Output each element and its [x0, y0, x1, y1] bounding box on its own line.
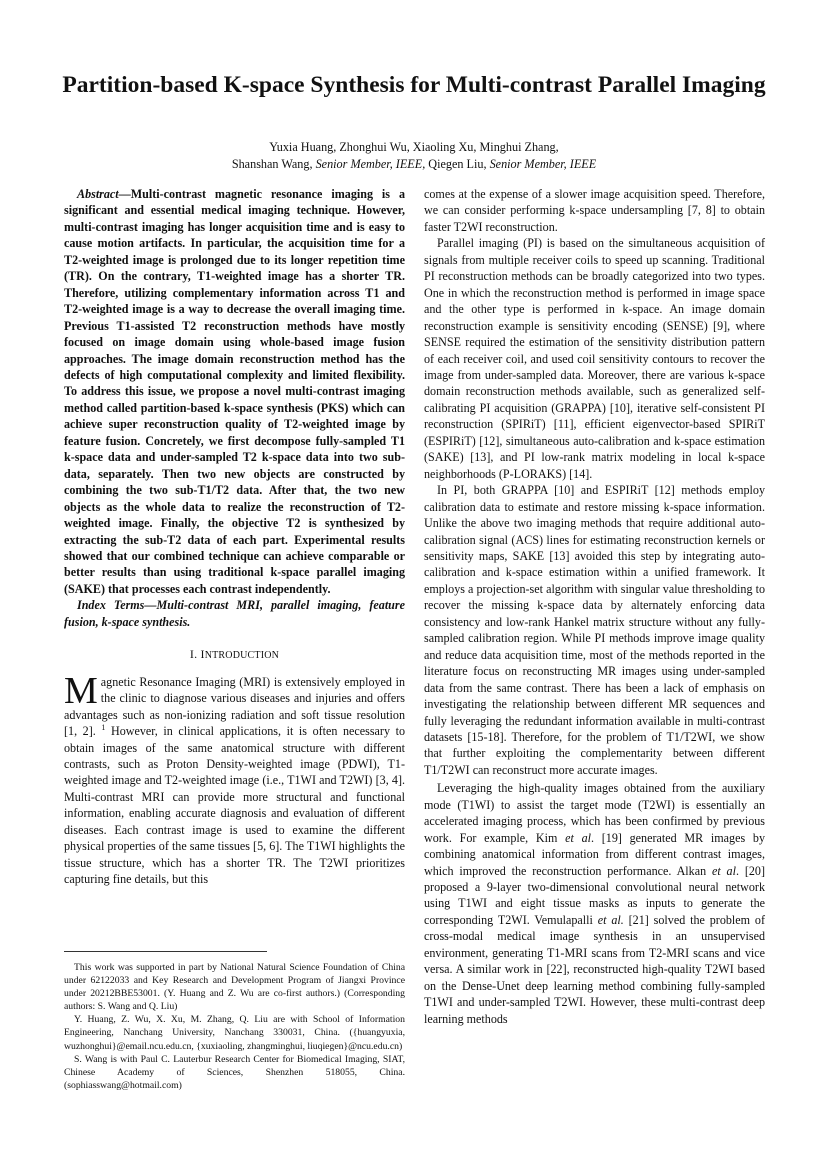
- left-column: [64, 186, 405, 888]
- intro-p5-d: [21] solved the problem of cross-modal medical image synthesis in an unsupervised environment, generating T1-MRI scans from T2-MRI scans and vice versa. A similar work in [22], reconstructed high-quality T2WI based on the Dense-Unet deep learning method combining fully-sampled T1WI and under-sampled T2WI. However, these multi-contrast deep learning methods: [424, 912, 766, 1026]
- section-numeral: I.: [189, 647, 201, 662]
- intro-paragraph-5: [424, 780, 765, 1027]
- intro-p5-etal-1: et al: [565, 830, 591, 845]
- footnote-funding: This work was supported in part by National Natural Science Foundation of China under 62122033 and Key Research and Development Program of Jiangxi Province under 20212BBE53001. (Y. Huang and Z. Wu are co-first authors.) (Corresponding authors: S. Wang and Q. Liu): [64, 962, 405, 1013]
- intro-paragraph-2: comes at the expense of a slower image acquisition speed. Therefore, we can consider performing k-space undersampling [7, 8] to obtain faster T2WI reconstruction.: [424, 187, 765, 234]
- drop-cap: M: [64, 669, 98, 712]
- footnotes: [64, 961, 405, 1092]
- paper-title: Partition-based K-space Synthesis for Multi-contrast Parallel Imaging: [62, 72, 766, 98]
- author-list: [60, 139, 768, 173]
- section-title-rest: NTRODUCTION: [204, 650, 280, 662]
- intro-p5-etal-3: et al.: [597, 912, 624, 927]
- author-wang: Shanshan Wang,: [231, 157, 316, 171]
- intro-p1-a: agnetic Resonance Imaging (MRI) is extensively employed in the clinic to diagnose various diseases and injuries and offers advantages such as non-ionizing radiation and soft tissue resolution [1, 2].: [64, 674, 405, 739]
- authors-line-2: [60, 156, 768, 173]
- intro-p5-c: . [20] proposed a 9-layer two-dimensional convolutional neural network using T1WI and eight tissue masks as inputs to generate the corresponding T2WI. Vemulapalli: [424, 863, 765, 927]
- right-column: [424, 186, 765, 1027]
- section-title-first: I: [200, 647, 205, 662]
- intro-p5-b: . [19] generated MR images by combining anatomical information from different contrast images, which improved the reconstruction performance. Alkan: [424, 830, 765, 878]
- intro-p5-a: Leveraging the high-quality images obtained from the auxiliary mode (T1WI) to assist the target mode (T2WI) is essentially an accelerated imaging process, which has been confirmed by previous work. For example, Kim: [424, 781, 765, 845]
- footnote-affiliation-ncu: Y. Huang, Z. Wu, X. Xu, M. Zhang, Q. Liu are with School of Information Engineering, Nanchang University, Nanchang 330031, China. ({huangyuxia, wuzhonghui}@email.ncu.edu.cn, {xuxiaoling, zhangminghui, liuqiegen}@ncu.edu.cn): [64, 1014, 405, 1052]
- author-wang-title: Senior Member, IEEE,: [315, 157, 426, 171]
- intro-paragraph-1: [64, 669, 405, 888]
- footnote-affiliation-siat: S. Wang is with Paul C. Lauterbur Research Center for Biomedical Imaging, SIAT, Chinese Academy of Sciences, Shenzhen 518055, China. (sophiasswang@hotmail.com): [64, 1053, 405, 1091]
- intro-paragraph-3: Parallel imaging (PI) is based on the simultaneous acquisition of signals from multiple receiver coils to speed up scanning. Traditional PI reconstruction methods can be broadly categorized into two types. One in which the reconstruction method is performed in image space and the other type is performed in k-space. An image domain reconstruction example is sensitivity encoding (SENSE) [9], where SENSE required the estimation of the sensitivity distribution pattern of each receiver coil, and used coil sensitivity contours to recover the image from under-sampled data. Moreover, there are various k-space domain reconstruction methods available, such as generalized self-calibrating PI acquisition (GRAPPA) [10], iterative self-consistent PI reconstruction (SPIRiT) [11], efficient eigenvector-based SPIRiT (ESPIRiT) [12], simultaneous auto-calibration and k-space estimation (SAKE) [13], and PI low-rank matrix modeling in local k-space neighborhoods (P-LORAKS) [14].: [424, 236, 765, 481]
- abstract-text: —Multi-contrast magnetic resonance imaging is a significant and essential medical imaging technique. However, multi-contrast imaging has longer acquisition time and is easy to cause motion artifacts. In particular, the acquisition time for a T2-weighted image is prolonged due to its longer repetition time (TR). On the contrary, T1-weighted image has a shorter TR. Therefore, utilizing complementary information across T1 and T2-weighted image is a way to decrease the overall imaging time. Previous T1-assisted T2 reconstruction methods have mostly focused on image domain using whole-based image fusion approaches. The image domain reconstruction method has the defects of high computational complexity and limited flexibility. To address this issue, we propose a novel multi-contrast imaging method called partition-based k-space synthesis (PKS) which can achieve super reconstruction quality of T2-weighted image by feature fusion. Concretely, we first decompose fully-sampled T1 k-space data and under-sampled T2 k-space data into two sub-data, separately. Then two new objects are constructed by combining the two sub-T1/T2 data. After that, the two new objects as the whole data to realize the reconstruction of T2-weighted image. Finally, the objective T2 is synthesized by extracting the sub-T2 data of each part. Experimental results showed that our combined technique can achieve comparable or better results than using traditional k-space parallel imaging (SAKE) that processes each contrast independently.: [64, 187, 405, 596]
- intro-p1-b: However, in clinical applications, it is often necessary to obtain images of the same anatomical structure with different contrasts, such as Proton Density-weighted image (PDWI), T1-weighted image and T2-weighted image (i.e., T1WI and T2WI) [3, 4]. Multi-contrast MRI can provide more structural and functional information, enabling accurate diagnosis and evaluation of different diseases. Each contrast image is used to examine the different physical properties of the same tissues [5, 6]. The T1WI highlights the tissue structure, which has a shorter TR. The T2WI prioritizes capturing fine details, but this: [64, 724, 405, 887]
- authors-line-1: Yuxia Huang, Zhonghui Wu, Xiaoling Xu, Minghui Zhang,: [269, 140, 559, 154]
- intro-p5-etal-2: et al: [711, 863, 736, 878]
- abstract: [64, 186, 405, 597]
- intro-paragraph-4: In PI, both GRAPPA [10] and ESPIRiT [12] methods employ calibration data to estimate and restore missing k-space information. Unlike the above two imaging methods that require additional auto-calibration signal (ACS) lines for estimating reconstruction kernels or sensitivity maps, SAKE [13] avoided this step by integrating auto-calibration and k-space estimation within a unified framework. It employs a projection-set algorithm with singular value thresholding to recover the missing k-space data by alternately enforcing data consistency and low-rank Hankel matrix structure without any fully-sampled calibration region. While PI methods improve image quality and reduce data acquisition time, most of the methods reported in the literature focus on reconstructing MR images using under-sampled data from the same contrast. There has been a lack of emphasis on investigating the relationship between different MR sequences and fully leveraging the redundant information available in multi-contrast datasets [15-18]. Therefore, for the problem of T1/T2WI, we show that further exploiting the complementarity between different T1/T2WI can reconstruct more accurate images.: [424, 483, 765, 777]
- footnote-rule: [64, 951, 267, 952]
- abstract-lead: Abstract: [77, 187, 119, 201]
- section-heading-introduction: [64, 646, 405, 664]
- author-liu-title: Senior Member, IEEE: [489, 157, 597, 171]
- footnote-marker: 1: [101, 723, 106, 733]
- index-terms: Index Terms—Multi-contrast MRI, parallel imaging, feature fusion, k-space synthesis.: [64, 598, 405, 629]
- author-liu: Qiegen Liu,: [425, 157, 490, 171]
